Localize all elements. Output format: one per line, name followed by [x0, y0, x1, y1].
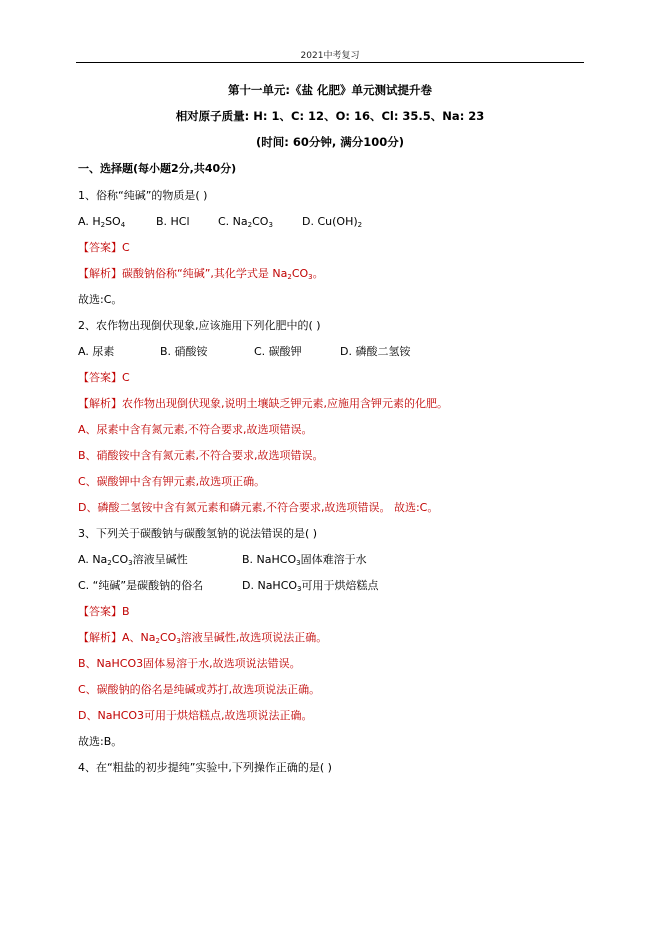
q1-stem: 1、俗称“纯碱”的物质是( ): [78, 189, 208, 202]
q3-analysis-b: B、NaHCO3固体易溶于水,故选项说法错误。: [78, 657, 301, 670]
q1-options: [78, 215, 362, 232]
q1-option-c: C. $Na_2CO_3$: [218, 215, 273, 229]
q3-answer: 【答案】B: [78, 605, 130, 618]
q3-conclusion: 故选:B。: [78, 735, 123, 748]
q3-option-a: A. $Na_2CO_3$溶液呈碱性: [78, 553, 188, 567]
q2-option-a: A. 尿素: [78, 345, 115, 358]
time-line: (时间: 60分钟, 满分100分): [256, 135, 404, 149]
q3-option-b: B. NaHCO$_3$固体难溶于水: [242, 553, 367, 567]
section-heading: 一、选择题(每小题2分,共40分): [78, 162, 237, 175]
q2-analysis-d: D、磷酸二氢铵中含有氮元素和磷元素,不符合要求,故选项错误。 故选:C。: [78, 501, 439, 514]
q2-analysis-b: B、硝酸铵中含有氮元素,不符合要求,故选项错误。: [78, 449, 324, 462]
q2-analysis-c: C、碳酸钾中含有钾元素,故选项正确。: [78, 475, 266, 488]
q2-analysis-a: A、尿素中含有氮元素,不符合要求,故选项错误。: [78, 423, 313, 436]
q3-options-cd: [78, 579, 379, 596]
q1-analysis: 【解析】碳酸钠俗称“纯碱”,其化学式是 $Na_2CO_3$。: [78, 267, 324, 281]
q3-option-d: D. NaHCO$_3$可用于烘焙糕点: [242, 579, 379, 593]
q3-analysis-d: D、NaHCO3可用于烘焙糕点,故选项说法正确。: [78, 709, 313, 722]
q2-answer: 【答案】C: [78, 371, 130, 384]
q2-option-c: C. 碳酸钾: [254, 345, 302, 358]
q2-option-b: B. 硝酸铵: [160, 345, 208, 358]
q1-option-b: B. HCl: [156, 215, 190, 228]
q4-stem: 4、在“粗盐的初步提纯”实验中,下列操作正确的是( ): [78, 761, 332, 774]
q3-stem: 3、下列关于碳酸钠与碳酸氢钠的说法错误的是( ): [78, 527, 318, 540]
q2-analysis: 【解析】农作物出现倒伏现象,说明土壤缺乏钾元素,应施用含钾元素的化肥。: [78, 397, 448, 410]
q2-options: [78, 345, 410, 359]
header-rule: [76, 62, 584, 63]
atomic-mass-line: 相对原子质量: H: 1、C: 12、O: 16、Cl: 35.5、Na: 23: [175, 109, 485, 123]
q3-option-c: C. “纯碱”是碳酸钠的俗名: [78, 579, 204, 592]
q3-options-ab: [78, 553, 367, 570]
q1-option-a: A. $H_2SO_4$: [78, 215, 126, 229]
q2-stem: 2、农作物出现倒伏现象,应该施用下列化肥中的( ): [78, 319, 321, 332]
q3-analysis-c: C、碳酸钠的俗名是纯碱或苏打,故选项说法正确。: [78, 683, 321, 696]
unit-title: 第十一单元:《盐 化肥》单元测试提升卷: [227, 83, 433, 97]
q1-conclusion: 故选:C。: [78, 293, 123, 306]
q1-answer: 【答案】C: [78, 241, 130, 254]
q1-option-d: D. $Cu(OH)_2$: [302, 215, 363, 229]
q2-option-d: D. 磷酸二氢铵: [340, 345, 411, 358]
q3-analysis: 【解析】A、$Na_2CO_3$溶液呈碱性,故选项说法正确。: [78, 631, 328, 645]
page-header: 2021中考复习: [300, 51, 360, 61]
